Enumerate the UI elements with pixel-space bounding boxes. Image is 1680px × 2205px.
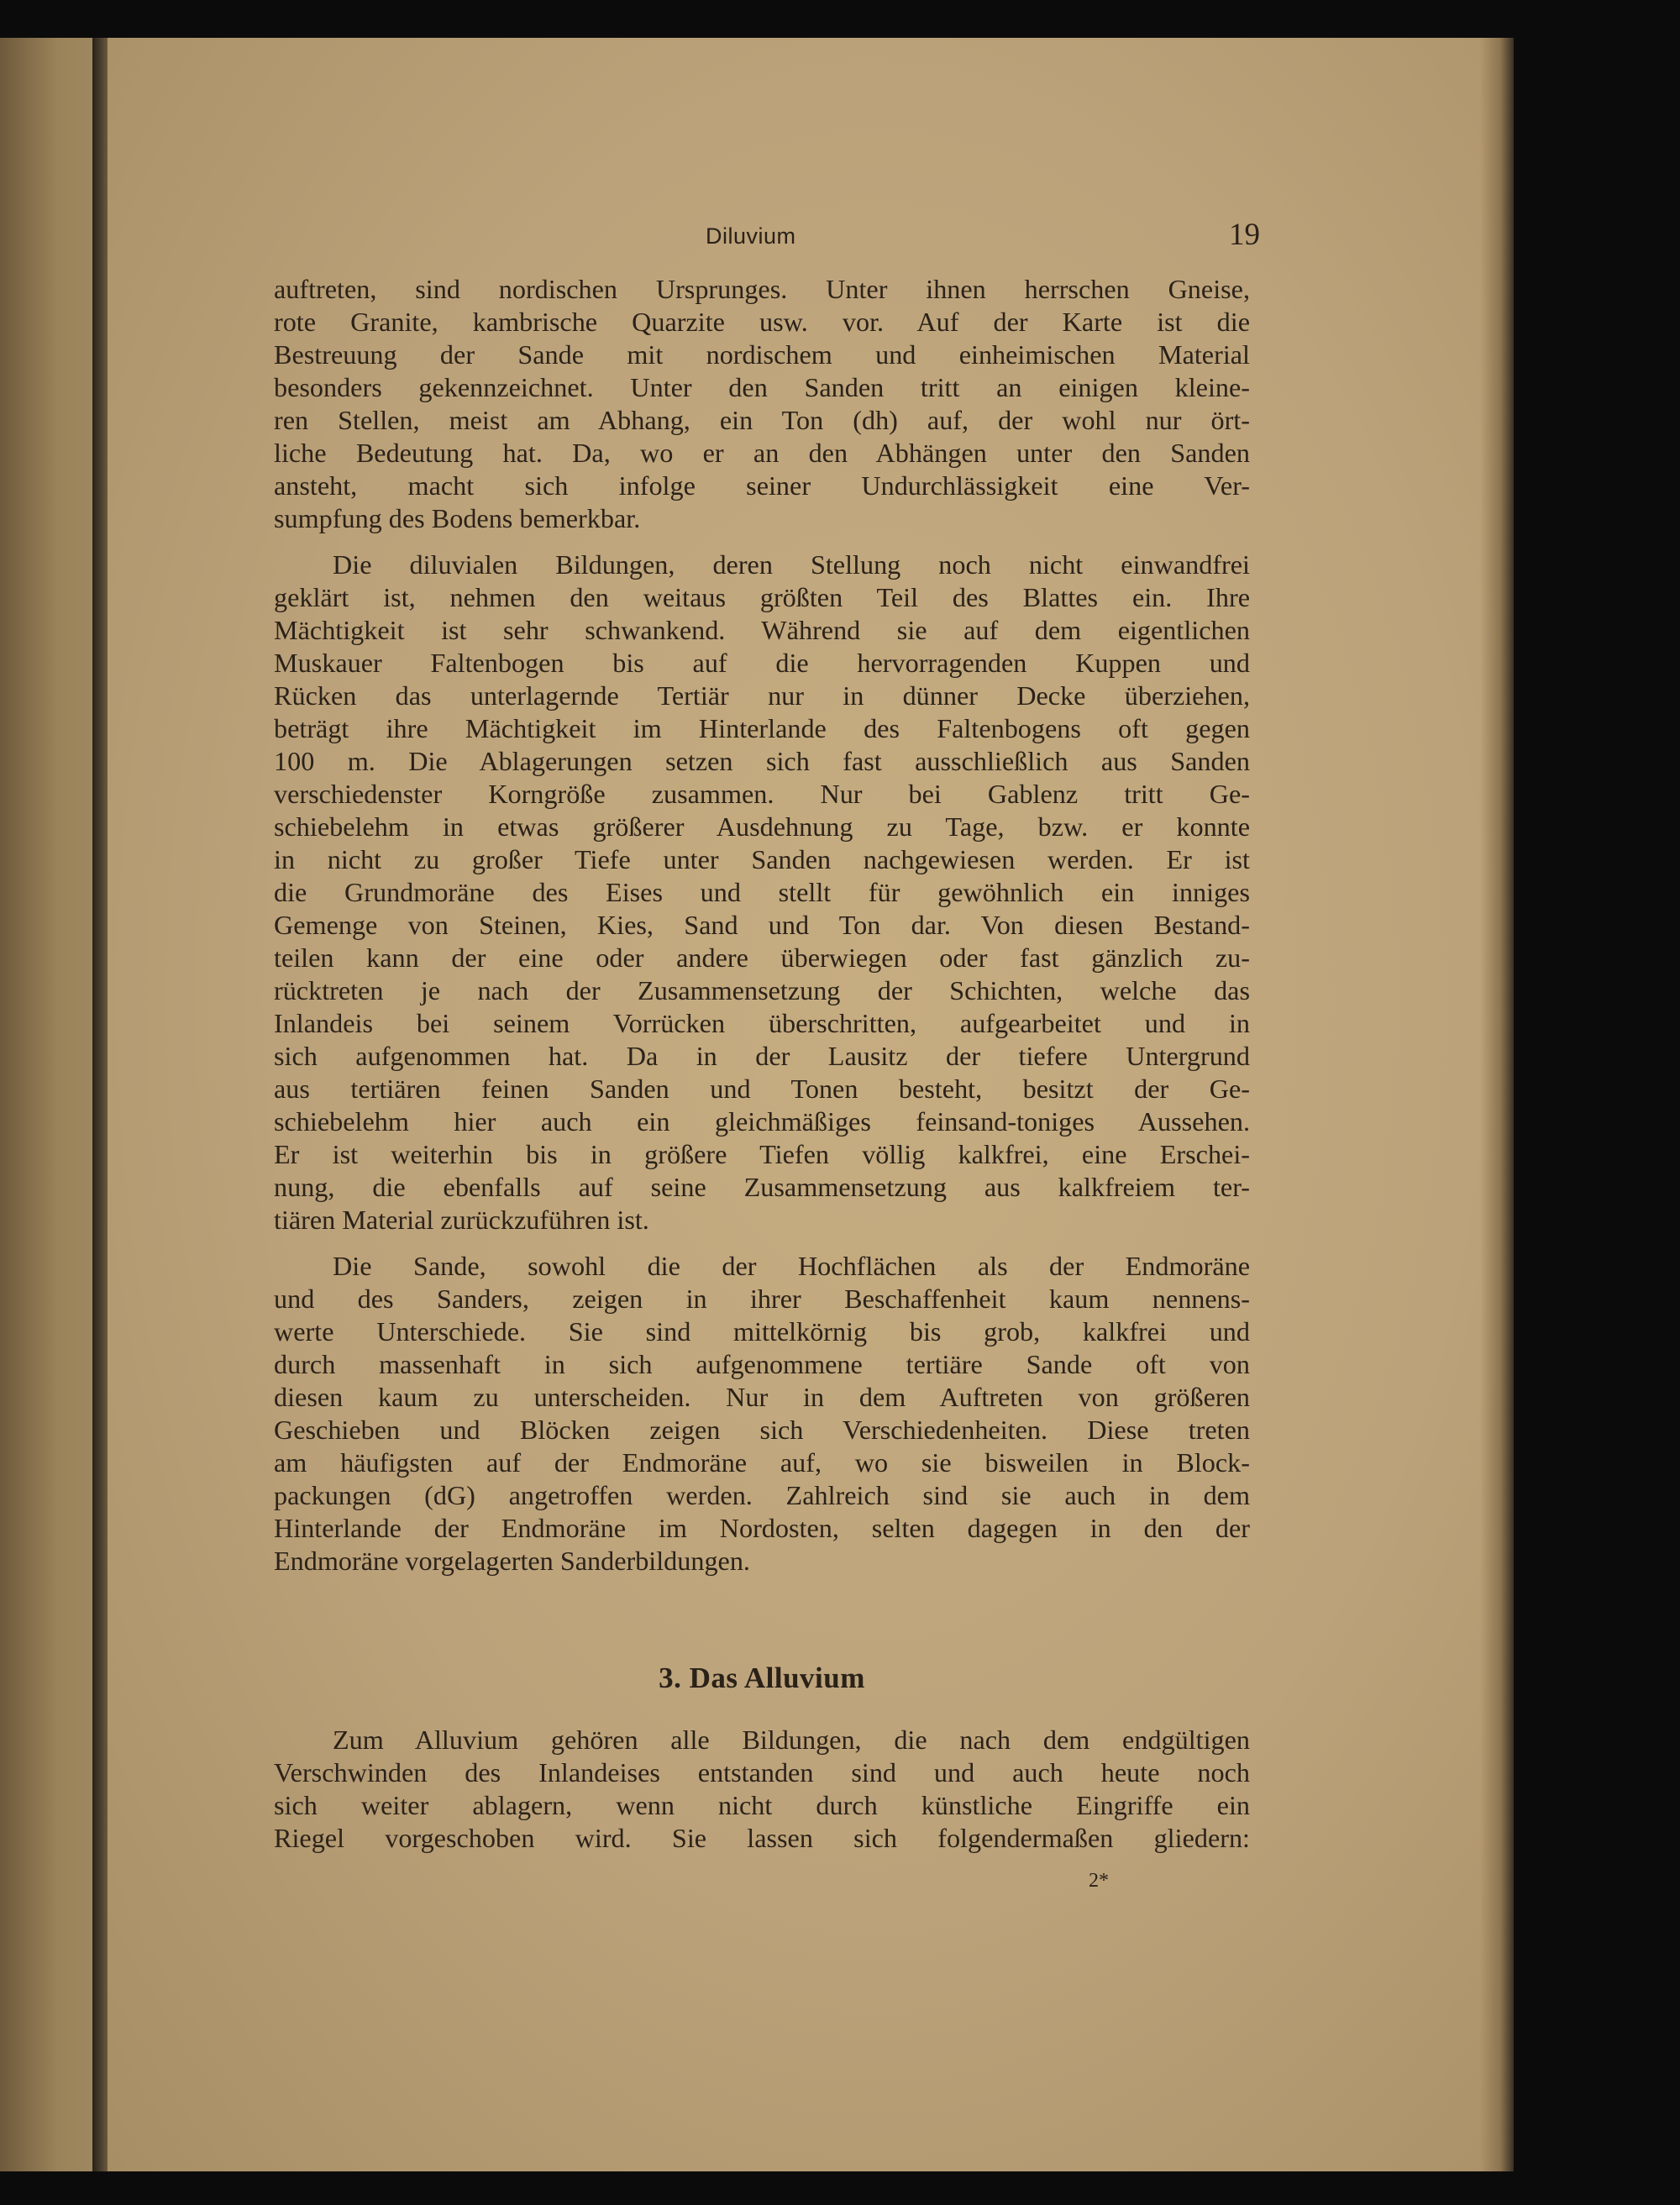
running-header: Diluvium xyxy=(706,223,796,249)
text-line: ansteht, macht sich infolge seiner Undurchlässigkeit eine Ver- xyxy=(274,470,1250,501)
text-line: rote Granite, kambrische Quarzite usw. vor. Auf der Karte ist die xyxy=(274,307,1250,337)
paragraph-gap xyxy=(274,1236,1250,1250)
text-line: die Grundmoräne des Eises und stellt für gewöhnlich ein inniges xyxy=(274,877,1250,907)
text-line: Rücken das unterlagernde Tertiär nur in dünner Decke überziehen, xyxy=(274,680,1250,711)
text-line: Bestreuung der Sande mit nordischem und einheimischen Material xyxy=(274,339,1250,370)
text-line: Hinterlande der Endmoräne im Nordosten, selten dagegen in den der xyxy=(274,1513,1250,1543)
text-line: Die diluvialen Bildungen, deren Stellung noch nicht einwandfrei xyxy=(333,549,1250,580)
text-line: aus tertiären feinen Sanden und Tonen besteht, besitzt der Ge- xyxy=(274,1074,1250,1104)
previous-page-edge xyxy=(0,38,105,2171)
text-line: geklärt ist, nehmen den weitaus größten Teil des Blattes ein. Ihre xyxy=(274,582,1250,612)
text-line: besonders gekennzeichnet. Unter den Sanden tritt an einigen kleine- xyxy=(274,372,1250,402)
paragraph-4 xyxy=(274,1724,1250,1855)
text-line: verschiedenster Korngröße zusammen. Nur bei Gablenz tritt Ge- xyxy=(274,779,1250,809)
text-line: werte Unterschiede. Sie sind mittelkörnig bis grob, kalkfrei und xyxy=(274,1316,1250,1347)
printer-signature-mark: 2* xyxy=(1089,1870,1109,1892)
page-right-edge xyxy=(1480,38,1514,2171)
text-line: Die Sande, sowohl die der Hochflächen als der Endmoräne xyxy=(333,1251,1250,1281)
text-line: auftreten, sind nordischen Ursprunges. Unter ihnen herrschen Gneise, xyxy=(274,274,1250,304)
text-line: ren Stellen, meist am Abhang, ein Ton (dh) auf, der wohl nur ört- xyxy=(274,405,1250,435)
text-line: Geschieben und Blöcken zeigen sich Verschiedenheiten. Diese treten xyxy=(274,1415,1250,1445)
text-line: schiebelehm in etwas größerer Ausdehnung zu Tage, bzw. er konnte xyxy=(274,811,1250,842)
text-line: Inlandeis bei seinem Vorrücken überschritten, aufgearbeitet und in xyxy=(274,1008,1250,1038)
text-line: tiären Material zurückzuführen ist. xyxy=(274,1205,649,1235)
page-number: 19 xyxy=(1229,218,1260,252)
text-line: diesen kaum zu unterscheiden. Nur in dem Auftreten von größeren xyxy=(274,1382,1250,1412)
text-line: Gemenge von Steinen, Kies, Sand und Ton dar. Von diesen Bestand- xyxy=(274,910,1250,940)
text-line: Zum Alluvium gehören alle Bildungen, die nach dem endgültigen xyxy=(333,1725,1250,1755)
paragraph-gap xyxy=(274,535,1250,549)
text-line: in nicht zu großer Tiefe unter Sanden nachgewiesen werden. Er ist xyxy=(274,844,1250,874)
text-line: durch massenhaft in sich aufgenommene tertiäre Sande oft von xyxy=(274,1349,1250,1379)
text-line: schiebelehm hier auch ein gleichmäßiges feinsand-toniges Aussehen. xyxy=(274,1106,1250,1137)
paragraph-1 xyxy=(274,273,1250,535)
text-line: nung, die ebenfalls auf seine Zusammensetzung aus kalkfreiem ter- xyxy=(274,1172,1250,1202)
text-line: Er ist weiterhin bis in größere Tiefen völlig kalkfrei, eine Erschei- xyxy=(274,1139,1250,1169)
text-line: sich aufgenommen hat. Da in der Lausitz der tiefere Untergrund xyxy=(274,1041,1250,1071)
paragraph-2 xyxy=(274,549,1250,1236)
text-line: Muskauer Faltenbogen bis auf die hervorragenden Kuppen und xyxy=(274,648,1250,678)
section-heading: 3. Das Alluvium xyxy=(659,1662,865,1694)
text-line: rücktreten je nach der Zusammensetzung der Schichten, welche das xyxy=(274,975,1250,1005)
text-line: Mächtigkeit ist sehr schwankend. Während sie auf dem eigentlichen xyxy=(274,615,1250,645)
text-line: Riegel vorgeschoben wird. Sie lassen sich folgendermaßen gliedern: xyxy=(274,1823,1250,1853)
text-line: teilen kann der eine oder andere überwiegen oder fast gänzlich zu- xyxy=(274,942,1250,973)
text-line: liche Bedeutung hat. Da, wo er an den Abhängen unter den Sanden xyxy=(274,438,1250,468)
section-body-text xyxy=(274,1724,1250,1855)
paragraph-3 xyxy=(274,1250,1250,1578)
text-line: und des Sanders, zeigen in ihrer Beschaffenheit kaum nennens- xyxy=(274,1284,1250,1314)
body-text xyxy=(274,273,1250,1578)
text-line: sumpfung des Bodens bemerkbar. xyxy=(274,503,641,533)
text-line: Verschwinden des Inlandeises entstanden sind und auch heute noch xyxy=(274,1757,1250,1788)
text-line: sich weiter ablagern, wenn nicht durch künstliche Eingriffe ein xyxy=(274,1790,1250,1820)
text-line: 100 m. Die Ablagerungen setzen sich fast ausschließlich aus Sanden xyxy=(274,746,1250,776)
text-line: am häufigsten auf der Endmoräne auf, wo sie bisweilen in Block- xyxy=(274,1447,1250,1478)
text-line: packungen (dG) angetroffen werden. Zahlreich sind sie auch in dem xyxy=(274,1480,1250,1510)
text-line: Endmoräne vorgelagerten Sanderbildungen. xyxy=(274,1546,750,1576)
text-line: beträgt ihre Mächtigkeit im Hinterlande des Faltenbogens oft gegen xyxy=(274,713,1250,743)
